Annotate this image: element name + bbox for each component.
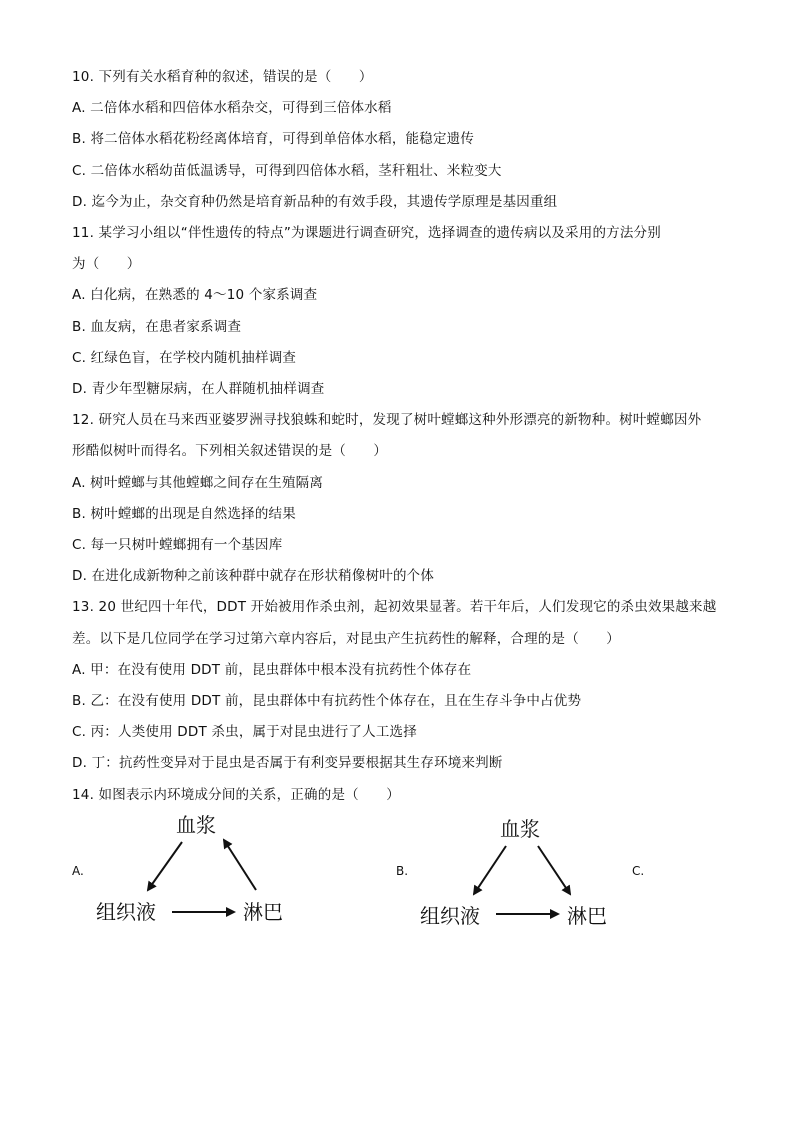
- question-11-option-d: D. 青少年型糖尿病，在人群随机抽样调查: [72, 381, 325, 397]
- diagram-a-arrow-plasma-to-tissue: [148, 842, 182, 890]
- question-10-option-d: D. 迄今为止，杂交育种仍然是培育新品种的有效手段，其遗传学原理是基因重组: [72, 193, 558, 210]
- diagram-a-arrow-lymph-to-plasma: [224, 840, 256, 890]
- question-10-option-c: C. 二倍体水稻幼苗低温诱导，可得到四倍体水稻，茎秆粗壮、米粒变大: [72, 162, 502, 179]
- question-11-option-b: B. 血友病，在患者家系调查: [72, 318, 242, 335]
- question-13-option-a: A. 甲：在没有使用 DDT 前，昆虫群体中根本没有抗药性个体存在: [72, 661, 472, 678]
- diagram-b-tissue-fluid: 组织液: [420, 904, 480, 928]
- question-14-stem: 14. 如图表示内环境成分间的关系，正确的是（ ）: [72, 786, 400, 803]
- diagram-a-plasma: 血浆: [176, 813, 216, 837]
- diagram-b-arrow-plasma-to-lymph: [538, 846, 570, 894]
- diagram-b-arrow-plasma-to-tissue: [474, 846, 506, 894]
- diagram-b-lymph: 淋巴: [567, 904, 607, 928]
- question-10-option-a: A. 二倍体水稻和四倍体水稻杂交，可得到三倍体水稻: [72, 100, 392, 117]
- question-13-stem: 13. 20 世纪四十年代，DDT 开始被用作杀虫剂，起初效果显著。若干年后，人们发现它的杀虫效果越来越: [72, 599, 717, 616]
- question-11-option-a: A. 白化病，在熟悉的 4～10 个家系调查: [72, 287, 318, 304]
- question-13-option-d: D. 丁：抗药性变异对于昆虫是否属于有利变异要根据其生存环境来判断: [72, 755, 503, 772]
- diagram-a-label: A.: [72, 864, 84, 878]
- question-12-stem: 12. 研究人员在马来西亚婆罗洲寻找狼蛛和蛇时，发现了树叶螳螂这种外形漂亮的新物种。树叶螳螂因外: [72, 412, 702, 429]
- question-12-option-a: A. 树叶螳螂与其他螳螂之间存在生殖隔离: [72, 474, 324, 491]
- question-12-option-b: B. 树叶螳螂的出现是自然选择的结果: [72, 505, 296, 522]
- question-12-option-d: D. 在进化成新物种之前该种群中就存在形状稍像树叶的个体: [72, 568, 435, 585]
- question-12-option-c: C. 每一只树叶螳螂拥有一个基因库: [72, 537, 283, 553]
- question-11-option-c: C. 红绿色盲，在学校内随机抽样调查: [72, 349, 297, 366]
- question-13-option-b: B. 乙：在没有使用 DDT 前，昆虫群体中有抗药性个体存在，且在生存斗争中占优势: [72, 693, 582, 709]
- question-10-stem: 10. 下列有关水稻育种的叙述，错误的是（ ）: [72, 69, 373, 85]
- question-13-stem: 差。以下是几位同学在学习过第六章内容后，对昆虫产生抗药性的解释，合理的是（ ）: [72, 630, 620, 647]
- diagram-a: [88, 808, 318, 928]
- diagram-b: [412, 812, 632, 932]
- diagram-a-tissue-fluid: 组织液: [96, 900, 156, 924]
- question-11-stem: 为（ ）: [72, 256, 141, 273]
- question-12-stem: 形酷似树叶而得名。下列相关叙述错误的是（ ）: [72, 443, 388, 460]
- diagram-b-label: B.: [396, 864, 409, 878]
- diagram-a-lymph: 淋巴: [243, 900, 283, 924]
- diagram-c-label: C.: [632, 864, 645, 878]
- question-13-option-c: C. 丙：人类使用 DDT 杀虫，属于对昆虫进行了人工选择: [72, 724, 417, 741]
- diagram-b-plasma: 血浆: [500, 817, 540, 841]
- question-10-option-b: B. 将二倍体水稻花粉经离体培育，可得到单倍体水稻，能稳定遗传: [72, 131, 475, 148]
- question-11-stem: 11. 某学习小组以“伴性遗传的特点”为课题进行调查研究，选择调查的遗传病以及采用的方法分别: [72, 225, 661, 241]
